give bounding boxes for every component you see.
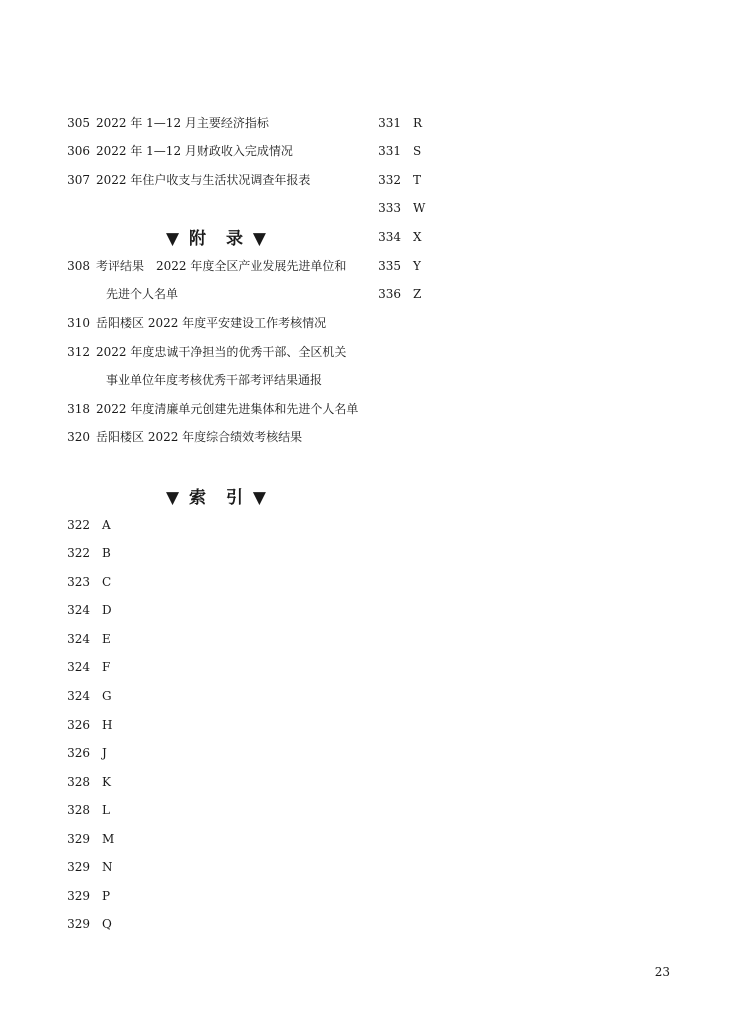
index-entry: [371, 227, 451, 247]
index-page-number: 329: [67, 889, 90, 903]
index-entry: [60, 572, 140, 592]
index-page-number: 323: [67, 575, 90, 589]
index-page-number: 328: [67, 803, 90, 817]
index-entry: [60, 829, 140, 849]
triangle-marker-icon: ▼: [252, 488, 268, 508]
index-page-number: 322: [67, 518, 90, 532]
index-page-number: 322: [67, 546, 90, 560]
index-entry: [60, 743, 140, 763]
index-page-number: 329: [67, 917, 90, 931]
triangle-marker-icon: ▼: [166, 229, 182, 249]
index-page-number: 326: [67, 746, 90, 760]
appendix-entry: [60, 399, 390, 419]
index-entry: [60, 629, 140, 649]
index-entry: [371, 141, 451, 161]
index-letter: F: [102, 660, 111, 674]
index-page-number: 324: [67, 689, 90, 703]
index-page-number: 336: [378, 287, 401, 301]
appendix-page-number: 308: [67, 259, 90, 273]
toc-page-number: 306: [67, 144, 90, 158]
index-letter: H: [102, 718, 113, 732]
index-entry: [60, 715, 140, 735]
toc-entry: [60, 113, 390, 133]
appendix-page-number: 310: [67, 316, 90, 330]
index-heading-char: 引: [226, 488, 245, 508]
index-letter: R: [413, 116, 423, 130]
index-page-number: 331: [378, 116, 401, 130]
index-letter: B: [102, 546, 111, 560]
appendix-title: 岳阳楼区 2022 年度平安建设工作考核情况: [96, 316, 327, 330]
index-page-number: 326: [67, 718, 90, 732]
index-page-number: 324: [67, 632, 90, 646]
toc-entry: [60, 141, 390, 161]
index-letter: W: [413, 201, 426, 215]
toc-page-number: 307: [67, 173, 90, 187]
appendix-title-continuation: 先进个人名单: [106, 287, 179, 301]
toc-title: 2022 年住户收支与生活状况调查年报表: [96, 173, 311, 187]
appendix-entry: [60, 256, 390, 276]
index-letter: M: [102, 832, 115, 846]
index-letter: T: [413, 173, 422, 187]
index-page-number: 332: [378, 173, 401, 187]
index-entry: [60, 886, 140, 906]
appendix-title: 考评结果 2022 年度全区产业发展先进单位和: [96, 259, 347, 273]
index-letter: Y: [413, 259, 421, 273]
appendix-entry: [60, 427, 390, 447]
index-heading-char: 索: [189, 488, 208, 508]
appendix-entry: [60, 342, 390, 362]
index-heading: [166, 486, 268, 510]
index-page-number: 333: [378, 201, 401, 215]
appendix-title-continuation: 事业单位年度考核优秀干部考评结果通报: [106, 373, 323, 387]
index-entry: [60, 515, 140, 535]
index-page-number: 324: [67, 660, 90, 674]
index-letter: A: [102, 518, 111, 532]
index-page-number: 329: [67, 832, 90, 846]
index-letter: E: [102, 632, 111, 646]
index-entry: [371, 284, 451, 304]
triangle-marker-icon: ▼: [252, 229, 268, 249]
index-entry: [371, 198, 451, 218]
triangle-marker-icon: ▼: [166, 488, 182, 508]
index-letter: C: [102, 575, 112, 589]
appendix-entry: [60, 313, 390, 333]
index-letter: L: [102, 803, 110, 817]
index-entry: [60, 857, 140, 877]
page-number: 23: [654, 965, 670, 979]
index-page-number: 328: [67, 775, 90, 789]
index-letter: N: [102, 860, 113, 874]
index-entry: [60, 686, 140, 706]
index-letter: Z: [413, 287, 422, 301]
appendix-heading-char: 录: [226, 229, 245, 249]
appendix-heading-char: 附: [189, 229, 208, 249]
index-letter: X: [413, 230, 422, 244]
index-entry: [60, 543, 140, 563]
index-letter: P: [102, 889, 111, 903]
index-entry: [371, 256, 451, 276]
appendix-heading: [166, 227, 268, 251]
index-letter: J: [102, 746, 107, 760]
appendix-page-number: 312: [67, 345, 90, 359]
index-entry: [60, 772, 140, 792]
index-page-number: 324: [67, 603, 90, 617]
index-entry: [60, 800, 140, 820]
index-entry: [60, 914, 140, 934]
appendix-title: 2022 年度清廉单元创建先进集体和先进个人名单: [96, 402, 359, 416]
appendix-title: 岳阳楼区 2022 年度综合绩效考核结果: [96, 430, 303, 444]
index-letter: S: [413, 144, 422, 158]
index-letter: Q: [102, 917, 112, 931]
appendix-title: 2022 年度忠诚干净担当的优秀干部、全区机关: [96, 345, 347, 359]
toc-page-number: 305: [67, 116, 90, 130]
index-letter: G: [102, 689, 112, 703]
index-entry: [371, 113, 451, 133]
index-page-number: 335: [378, 259, 401, 273]
index-page-number: 329: [67, 860, 90, 874]
appendix-page-number: 320: [67, 430, 90, 444]
index-letter: K: [102, 775, 111, 789]
toc-entry: [60, 170, 390, 190]
appendix-page-number: 318: [67, 402, 90, 416]
index-entry: [371, 170, 451, 190]
index-page-number: 331: [378, 144, 401, 158]
toc-title: 2022 年 1—12 月主要经济指标: [96, 116, 269, 130]
index-page-number: 334: [378, 230, 401, 244]
index-letter: D: [102, 603, 112, 617]
index-entry: [60, 600, 140, 620]
toc-title: 2022 年 1—12 月财政收入完成情况: [96, 144, 293, 158]
index-entry: [60, 657, 140, 677]
